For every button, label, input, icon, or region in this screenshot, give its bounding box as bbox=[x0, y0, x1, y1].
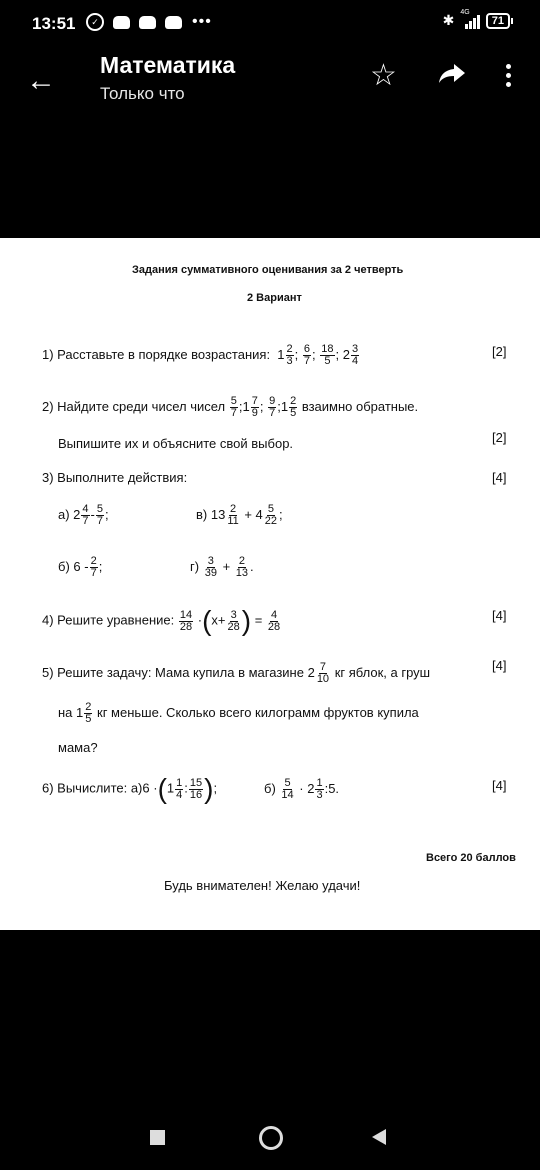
q4: 4) Решите уравнение: $\frac{14}{28}$ ·(x+ $\frac{3}{28}$ ) = $\frac{4}{28}$ bbox=[42, 605, 281, 636]
notification-icons bbox=[86, 13, 212, 31]
q6-b-label: б) bbox=[264, 780, 276, 796]
q2-tail: взаимно обратные. bbox=[301, 398, 419, 414]
recent-apps-icon[interactable] bbox=[150, 1130, 165, 1145]
app-bar bbox=[0, 46, 540, 126]
game-icon-3 bbox=[164, 13, 182, 31]
q2: 2) Найдите среди чисел чисел $\frac{5}{7}$ ;1 $\frac{7}{9}$ ; $\frac{9}{7}$ ;1 $\frac{2}{5}$ взаимно обратные. bbox=[42, 395, 419, 419]
q3-a-label: а) bbox=[58, 506, 70, 522]
q6-text: 6) Вычислите: а)6 · bbox=[42, 780, 158, 796]
q5-line1-tail: кг яблок, а груш bbox=[334, 664, 431, 680]
game-icon bbox=[112, 13, 130, 31]
back-nav-icon[interactable] bbox=[372, 1129, 386, 1145]
more-notifications-icon: ••• bbox=[192, 13, 212, 30]
q6: 6) Вычислите: а)6 ·(1 $\frac{1}{4}$ : $\frac{15}{16}$ ); bbox=[42, 773, 218, 804]
q1: 1) Расставьте в порядке возрастания: 1 $\frac{2}{3}$ ; $\frac{6}{7}$ ; $\frac{18}{5}$ ; 2 $\frac{3}{4}$ bbox=[42, 343, 359, 367]
q3-v: в) 13 $\frac{2}{11}$ + 4 $\frac{5}{22}$ ; bbox=[196, 503, 283, 527]
q6-score: [4] bbox=[492, 778, 507, 793]
status-time: 13:51 bbox=[32, 14, 76, 33]
q5-line1: 5) Решите задачу: Мама купила в магазине 2 $\frac{7}{10}$ кг яблок, а груш bbox=[42, 661, 431, 685]
share-icon[interactable] bbox=[438, 62, 466, 89]
bluetooth-icon: ✱ bbox=[442, 12, 455, 28]
q3-score: [4] bbox=[492, 470, 507, 485]
q3-b: б) 6 - $\frac{2}{7}$ ; bbox=[58, 555, 103, 579]
q5-line2: на 1 $\frac{2}{5}$ кг меньше. Сколько всего килограмм фруктов купила bbox=[58, 701, 419, 725]
q1-text: 1) Расставьте в порядке возрастания: bbox=[42, 346, 271, 362]
page-subtitle: Только что bbox=[100, 84, 185, 103]
home-icon[interactable] bbox=[259, 1126, 283, 1150]
system-nav-bar bbox=[0, 1100, 540, 1170]
q1-score: [2] bbox=[492, 344, 507, 359]
q5-score: [4] bbox=[492, 658, 507, 673]
doc-total: Всего 20 баллов bbox=[426, 852, 516, 864]
q3-b-label: б) 6 - bbox=[58, 558, 89, 574]
page-title: Математика bbox=[100, 52, 236, 78]
q5-line1-text: 5) Решите задачу: Мама купила в магазине 2 bbox=[42, 664, 315, 680]
q5-line3: мама? bbox=[58, 740, 98, 755]
doc-heading: Задания суммативного оценивания за 2 четверть bbox=[132, 264, 404, 276]
q4-text: 4) Решите уравнение: bbox=[42, 612, 175, 628]
q3-a: а) 2 $\frac{4}{7}$ - $\frac{5}{7}$ ; bbox=[58, 503, 109, 527]
q3-g-label: г) bbox=[190, 558, 200, 574]
star-icon[interactable]: ☆ bbox=[370, 59, 397, 92]
q4-score: [4] bbox=[492, 608, 507, 623]
doc-wish: Будь внимателен! Желаю удачи! bbox=[164, 878, 361, 893]
q3-g: г) $\frac{3}{39}$ + $\frac{2}{13}$ . bbox=[190, 555, 254, 579]
q2-line2: Выпишите их и объясните свой выбор. bbox=[58, 436, 294, 451]
q2-text: 2) Найдите среди чисел чисел bbox=[42, 398, 226, 414]
alarm-icon: ✓ bbox=[86, 13, 104, 31]
q2-score: [2] bbox=[492, 430, 507, 445]
network-type: 4G bbox=[460, 9, 470, 16]
battery-icon: 71 bbox=[486, 13, 510, 29]
q3-text: 3) Выполните действия: bbox=[42, 470, 188, 485]
q6-b: б) $\frac{5}{14}$ · 2 $\frac{1}{3}$ :5. bbox=[264, 777, 340, 801]
game-icon-2 bbox=[138, 13, 156, 31]
doc-variant: 2 Вариант bbox=[247, 292, 302, 304]
q5-line2-start: на 1 bbox=[58, 704, 84, 720]
more-options-icon[interactable] bbox=[506, 64, 511, 87]
back-arrow-icon[interactable]: ← bbox=[26, 64, 56, 97]
status-right bbox=[442, 9, 510, 29]
document-page bbox=[0, 238, 540, 930]
q5-line2-tail: кг меньше. Сколько всего килограмм фруктов купила bbox=[97, 704, 419, 720]
status-bar bbox=[0, 0, 540, 46]
q3-v-label: в) 13 bbox=[196, 506, 226, 522]
